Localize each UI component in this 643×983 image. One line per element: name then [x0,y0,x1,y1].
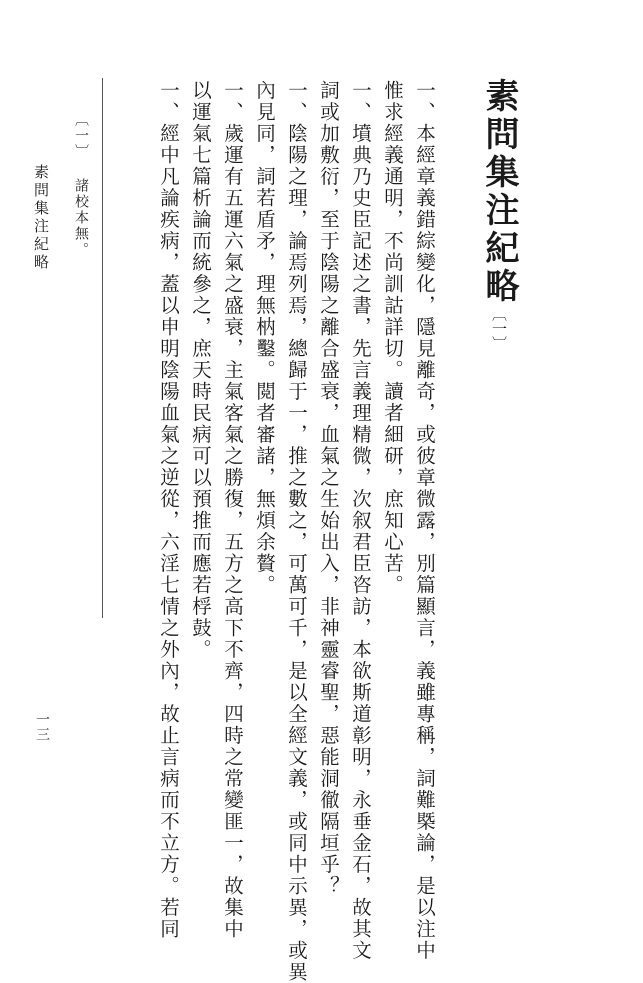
title-text: 素問集注紀略 [479,78,519,306]
title-footnote-ref: 〔一〕 [490,306,508,351]
text-line-7: 一、歲運有五運六氣之盛衰，主氣客氣之勝復，五方之高下不齊，四時之常變匪一，故集中 [221,80,244,940]
text-line-5: 一、陰陽之理，論焉列焉，總歸于一，推之數之，可萬可千，是以全經文義，或同中示異，或異 [285,80,308,983]
footnote-divider [102,78,103,618]
page-number: 一三 [34,712,50,742]
text-line-2: 惟求經義通明，不尚訓詁詳切。讀者細研，庶知心苦。 [381,80,404,596]
footnote: 〔一〕 諸校本無。 [73,112,89,258]
text-line-4: 詞或加敷衍，至于陰陽之離合盛衰，血氣之生始出入，非神靈睿聖，惡能洞徹隔垣乎？ [317,80,340,897]
page-title [479,78,519,351]
text-line-6: 內見同，詞若盾矛，理無枘鑿。閲者審諸，無煩余贅。 [253,80,276,596]
text-line-1: 一、本經章義錯綜變化，隱見離奇，或彼章微露，別篇顯言，義雖專稱，詞難槩論，是以注中 [413,80,436,962]
text-line-3: 一、墳典乃史臣記述之書，先言義理精微，次叙君臣咨訪，本欲斯道彰明，永垂金石，故其文 [349,80,372,962]
text-line-9: 一、經中凡論疾病，蓋以申明陰陽血氣之逆從，六淫七情之外內，故止言病而不立方。若同 [157,80,180,940]
running-title: 素問集注紀略 [32,164,50,272]
text-line-8: 以運氣七篇析論而統參之，庶天時民病可以預推而應若桴鼓。 [189,80,212,661]
